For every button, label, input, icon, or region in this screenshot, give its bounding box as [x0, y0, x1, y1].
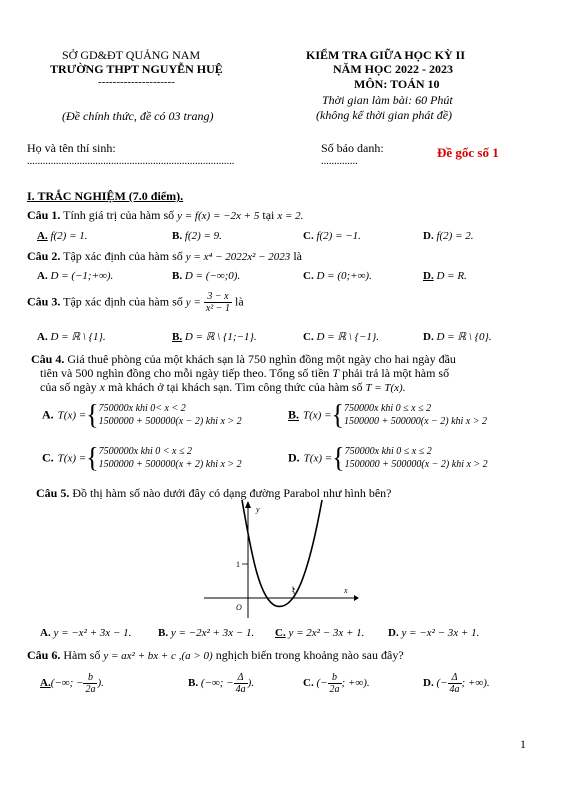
formula: x = 2. — [277, 210, 304, 222]
q6-option-c[interactable]: C. (− $\frac{b}{2a}$ ; +∞). — [303, 672, 370, 695]
y-tick-label: 1 — [236, 560, 240, 569]
official-note: (Đề chính thức, đề có 03 trang) — [62, 109, 214, 123]
question-6 — [27, 648, 404, 663]
q3-option-d[interactable]: D. D = ℝ \ {0}. — [423, 331, 492, 343]
q2-option-a[interactable]: A. D = (−1;+∞). — [37, 270, 114, 282]
q3-option-c[interactable]: C. D = ℝ \ {−1}. — [303, 331, 380, 343]
student-name-label: Họ và tên thí sinh: — [27, 141, 116, 155]
question-text: Hàm số — [63, 648, 101, 662]
origin-label: O — [236, 603, 242, 612]
parabola-curve — [242, 500, 322, 606]
question-text: tại — [262, 208, 275, 222]
question-4-line2: tiên và 500 nghìn đồng cho mỗi ngày tiếp theo. Tổng số tiền T phải trả là một hàm số — [40, 366, 450, 380]
q3-option-b[interactable]: B. D = ℝ \ {1;−1}. — [172, 331, 257, 343]
question-label: Câu 5. — [36, 486, 70, 500]
y-axis-arrow — [245, 501, 251, 508]
q4-option-d[interactable]: D. T(x) ={750000x khi 0 ≤ x ≤ 2 1500000 + 500000(x − 2) khi x > 2 — [288, 441, 488, 474]
formula: y = — [185, 296, 201, 309]
section-title: I. TRẮC NGHIỆM (7.0 điểm). — [27, 189, 184, 203]
exam-code: Đề gốc số 1 — [437, 145, 499, 160]
q5-option-a[interactable]: A. y = −x² + 3x − 1. — [40, 627, 132, 639]
exam-title: KIỂM TRA GIỮA HỌC KỲ II — [306, 48, 466, 62]
question-4-line3: của số ngày x mà khách ở tại khách sạn. Tìm công thức của hàm số T = T(x). — [40, 380, 406, 394]
question-text: Giá thuê phòng của một khách sạn là 750 nghìn đồng một ngày cho hai ngày đầu — [67, 352, 456, 366]
question-text: là — [235, 294, 244, 309]
parabola-graph — [200, 498, 360, 620]
department: SỞ GD&ĐT QUẢNG NAM — [62, 48, 201, 62]
question-label: Câu 1. — [27, 208, 61, 222]
page-number: 1 — [520, 737, 526, 751]
question-2 — [27, 249, 302, 264]
question-4 — [31, 352, 456, 367]
q6-option-d[interactable]: D. (− $\frac{\Delta}{4a}$ ; +∞). — [423, 672, 490, 695]
student-id-dots: .............. — [321, 156, 358, 167]
q2-option-d[interactable]: D. D = R. — [423, 270, 467, 282]
q4-option-b[interactable]: B. T(x) ={750000x khi 0 ≤ x ≤ 2 1500000 + 500000(x − 2) khi x > 2 — [288, 398, 487, 431]
school-year: NĂM HỌC 2022 - 2023 — [333, 62, 453, 76]
question-label: Câu 6. — [27, 648, 61, 662]
q5-option-c[interactable]: C. y = 2x² − 3x + 1. — [275, 627, 365, 639]
question-text: Tính giá trị của hàm số — [63, 208, 175, 222]
q1-option-a[interactable]: A. f(2) = 1. — [37, 230, 88, 242]
x-axis-arrow — [354, 595, 359, 601]
question-3 — [27, 291, 244, 314]
time-limit: Thời gian làm bài: 60 Phút — [322, 93, 453, 107]
x-tick-label: 1 — [291, 585, 295, 594]
header-divider: --------------------- — [98, 76, 175, 88]
q5-option-b[interactable]: B. y = −2x² + 3x − 1. — [158, 627, 255, 639]
x-axis-label: x — [344, 586, 348, 595]
question-1 — [27, 208, 303, 223]
question-text: nghịch biến trong khoảng nào sau đây? — [215, 648, 404, 662]
student-name-dots: ............................................................................... — [27, 156, 235, 167]
q5-option-d[interactable]: D. y = −x² − 3x + 1. — [388, 627, 480, 639]
q1-option-b[interactable]: B. f(2) = 9. — [172, 230, 222, 242]
question-text: là — [293, 249, 302, 263]
q4-option-c[interactable]: C. T(x) ={7500000x khi 0 < x ≤ 2 1500000 + 500000(x + 2) khi x > 2 — [42, 441, 242, 474]
q6-option-b[interactable]: B. (−∞; − $\frac{\Delta}{4a}$ ). — [188, 672, 255, 695]
school-name: TRƯỜNG THPT NGUYỄN HUỆ — [50, 62, 223, 76]
formula: y = x⁴ − 2022x² − 2023 — [185, 251, 291, 263]
question-text: Tập xác định của hàm số — [63, 294, 183, 309]
q6-option-a[interactable]: A.(−∞; − $\frac{b}{2a}$ ). — [40, 672, 104, 695]
fraction: $\frac{3 - x}{\text{x² − 1}}$ — [205, 291, 231, 314]
formula: y = f(x) = −2x + 5 — [177, 210, 260, 222]
question-text: Đồ thị hàm số nào dưới đây có dạng đường Parabol như hình bên? — [72, 486, 392, 500]
student-id-label: Số báo danh: — [321, 141, 384, 155]
q2-option-c[interactable]: C. D = (0;+∞). — [303, 270, 372, 282]
question-label: Câu 3. — [27, 294, 61, 309]
subject: MÔN: TOÁN 10 — [354, 77, 440, 91]
q3-option-a[interactable]: A. D = ℝ \ {1}. — [37, 331, 106, 343]
y-axis-label: y — [256, 505, 260, 514]
question-label: Câu 2. — [27, 249, 61, 263]
q1-option-d[interactable]: D. f(2) = 2. — [423, 230, 474, 242]
q4-option-a[interactable]: A. T(x) ={750000x khi 0< x < 2 1500000 + 500000(x − 2) khi x > 2 — [42, 398, 242, 431]
q1-option-c[interactable]: C. f(2) = −1. — [303, 230, 361, 242]
q2-option-b[interactable]: B. D = (−∞;0). — [172, 270, 241, 282]
question-text: Tập xác định của hàm số — [63, 249, 183, 263]
time-note: (không kể thời gian phát đề) — [316, 108, 453, 122]
formula: y = ax² + bx + c ,(a > 0) — [103, 650, 213, 662]
question-label: Câu 4. — [31, 352, 65, 366]
